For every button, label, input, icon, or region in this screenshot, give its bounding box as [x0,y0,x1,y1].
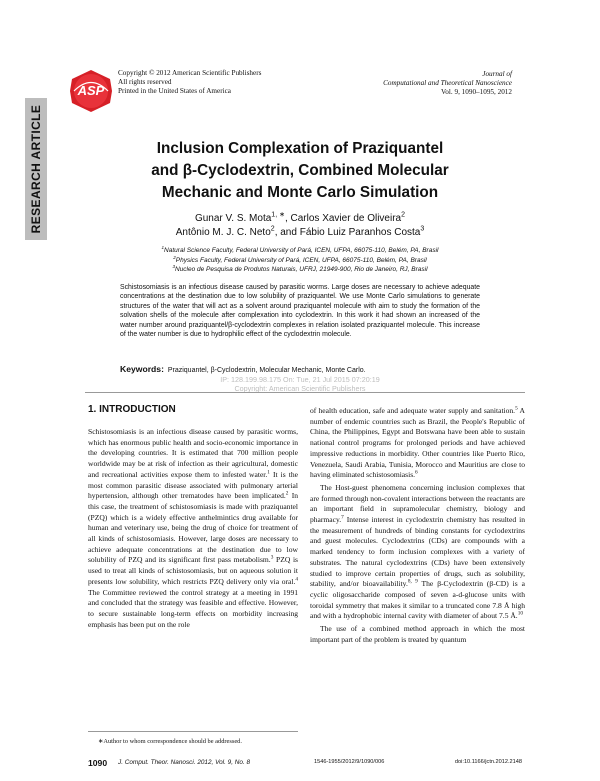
affiliation [100,246,500,256]
author-sep: , [274,227,278,238]
paragraph: The use of a combined method approach in which the most important part of the problem is treated by quantum [310,624,525,644]
author-affil-sup: 3 [420,225,425,233]
author-affil-sup: 2 [401,211,406,219]
left-column [88,427,298,630]
affiliation [100,265,500,275]
article-type-label: RESEARCH ARTICLE [29,104,43,234]
author-name: Antônio M. J. C. Neto [175,227,271,238]
text-run: The β-Cyclodextrin (β-CD) is a cyclic oligosaccharide composed of seven a-d-glucose units with toroidal symmetry that makes it similar to a truncated cone 7.8 Å high and with a hydrophobic internal cavity with diameter of about 7.5 Å. [310,579,525,621]
text-run: Intense interest in cyclodextrin chemistry has resulted in the measurement of hundreds of binding constants for cyclodextrins and guest molecules. Cyclodextrins (CDs) are compounds with a marked tendency to form inclusion complexes with a variety of substrates. The natural cyclodextrins (CDs) have been extensively studied to improve certain properties of drugs, such as solubility, stability, and/or bioavailability. [310,515,525,589]
footnote-divider [88,731,298,732]
title-line-1: Inclusion Complexation of Praziquantel [156,140,444,157]
keywords [120,365,480,375]
author-affil-sup: 1, ∗ [271,211,285,219]
paragraph [310,483,525,622]
affiliation [100,256,500,266]
title-line-3: Mechanic and Monte Carlo Simulation [161,184,439,201]
reference-sup: 3 [270,554,274,561]
paper-title [100,138,500,204]
copyright-line: Copyright © 2012 American Scientific Publishers [118,69,262,77]
title-line-2: and β-Cyclodextrin, Combined Molecular [151,162,449,179]
paragraph [88,427,298,630]
author-name: Carlos Xavier de Oliveira [290,213,402,224]
rights-line: All rights reserved [118,78,172,86]
affiliation-sup: 3 [172,263,175,269]
journal-citation: J. Comput. Theor. Nanosci. 2012, Vol. 9, No. 8 [118,759,251,766]
author-sep: , [284,213,288,224]
journal-of: Journal of [482,70,512,78]
text-run: of health education, safe and adequate water supply and sanitation. [310,406,516,415]
author-name: Gunar V. S. Mota [194,213,272,224]
copyright-block [118,69,261,96]
section-divider [85,392,525,393]
reference-sup: 7 [341,514,344,521]
logo-text: ASP [77,83,105,98]
reference-sup: 10 [517,610,523,617]
affiliation-text: Nucleo de Pesquisa de Produtos Naturais, UFRJ, 21949-900, Rio de Janeiro, RJ, Brasil [174,266,428,273]
section-heading: 1. INTRODUCTION [88,404,176,415]
text-run: The Committee reviewed the control strategy at a meeting in 1991 and concluded that the strategy was feasible and effective. However, to secure sustainable long-term effects on morbidity increasing emphasis has been put on the role [88,587,298,629]
text-run: The Host-guest phenomena concerning inclusion complexes that are formed through non-covalent interactions between the reactants are an important field in supramolecular chemistry, biology and pharmacy. [310,482,525,525]
reference-sup: 8, 9 [407,578,418,585]
keywords-text: Praziquantel, β-Cyclodextrin, Molecular Mechanic, Monte Carlo. [167,367,366,374]
page-number: 1090 [88,758,108,768]
affiliation-text: Physics Faculty, Federal University of Pará, ICEN, UFPA, 66075-110, Belém, PA, Brasil [175,256,427,264]
reference-sup: 1 [267,469,270,476]
reference-sup: 4 [295,576,298,583]
reference-sup: 2 [285,490,289,497]
printed-line: Printed in the United States of America [118,87,231,95]
affiliations [100,246,500,275]
asp-logo [68,68,114,114]
reference-sup: 5 [515,405,518,412]
text-run: It is the most common parasitic disease associated with pulmonary arterial hypertension, although other trematodes have been implicated. [88,469,298,501]
author-affil-sup: 2 [270,225,275,233]
abstract: Schistosomiasis is an infectious disease caused by parasitic worms. Large doses are necessary to achieve adequate concentrations at the destination due to low solubility of praziquantel. We use Monte Carlo simulations to generate structures of the water that will act as a solvent around praziquantel molecule with aim to study the formation of the solvation shells of the molecule after complexation into cyclodextrin. In this work it had shown an increased of the water number around praziquantel/β-cyclodextrin complexes in relation isolated praziquantel molecule. This increase of the water number is due to hydrophilic effect of the cyclodextrin molecule. [120,284,480,339]
doi: doi:10.1166/jctn.2012.2148 [454,759,522,765]
affiliation-text: Natural Science Faculty, Federal University of Pará, ICEN, UFPA, 66075-110, Belém, PA, Brasil [164,247,439,254]
affiliation-sup: 1 [161,244,165,250]
affiliation-sup: 2 [173,254,176,260]
text-run: In this case, the treatment of schistosomiasis is made with praziquantel (PZQ) which is a widely effective anthelmintics drug available for human and veterinary use, being the drug of choice for treatment of all kinds of schistosomiasis. However, large doses are necessary to achieve adequate concentrations at the destination due to low solubility of PZQ and its significant first pass metabolism. [88,491,298,565]
paragraph [310,406,525,481]
text-run: Schistosomiasis is an infectious disease caused by parasitic worms, which has enormous public health and socio-economic importance in the developing countries. It is estimated that 700 million people worldwide may be at risk of infection as their agricultural, domestic and recreational activities expose them to infested water. [88,427,298,479]
author-and: and [280,227,297,238]
watermark-ip: IP: 128.199.98.175 On: Tue, 21 Jul 2015 07:20:19 [220,375,380,384]
footnote: ∗Author to whom correspondence should be addressed. [98,738,242,745]
right-column [310,406,525,645]
journal-volume: Vol. 9, 1090–1095, 2012 [441,88,512,96]
issn: 1546-1955/2012/9/1090/006 [314,759,385,765]
text-run: A number of endemic countries such as Brazil, the People's Republic of China, the Philippines, Egypt and Botswana have been able to sustain national control programs for prolonged periods and have achieved impressive reductions in morbidity. Other countries like Puerto Rico, Venezuela, Saudi Arabia, Tunisia, Morocco and Mauritius are close to having eliminated schistosomiasis. [310,406,526,480]
keywords-label: Keywords: [120,364,164,374]
watermark-copyright: Copyright: American Scientific Publishers [234,383,366,393]
author-name: Fábio Luiz Paranhos Costa [299,227,421,238]
journal-info [383,70,512,97]
author-list [100,212,500,240]
journal-name: Computational and Theoretical Nanoscience [383,79,512,87]
reference-sup: 6 [415,469,418,476]
download-watermark [160,376,440,393]
text-run: PZQ is used to treat all kinds of schistosomiasis, but on aqueous solution it presents low solubility, which restricts PZQ delivery only via oral. [88,555,298,586]
